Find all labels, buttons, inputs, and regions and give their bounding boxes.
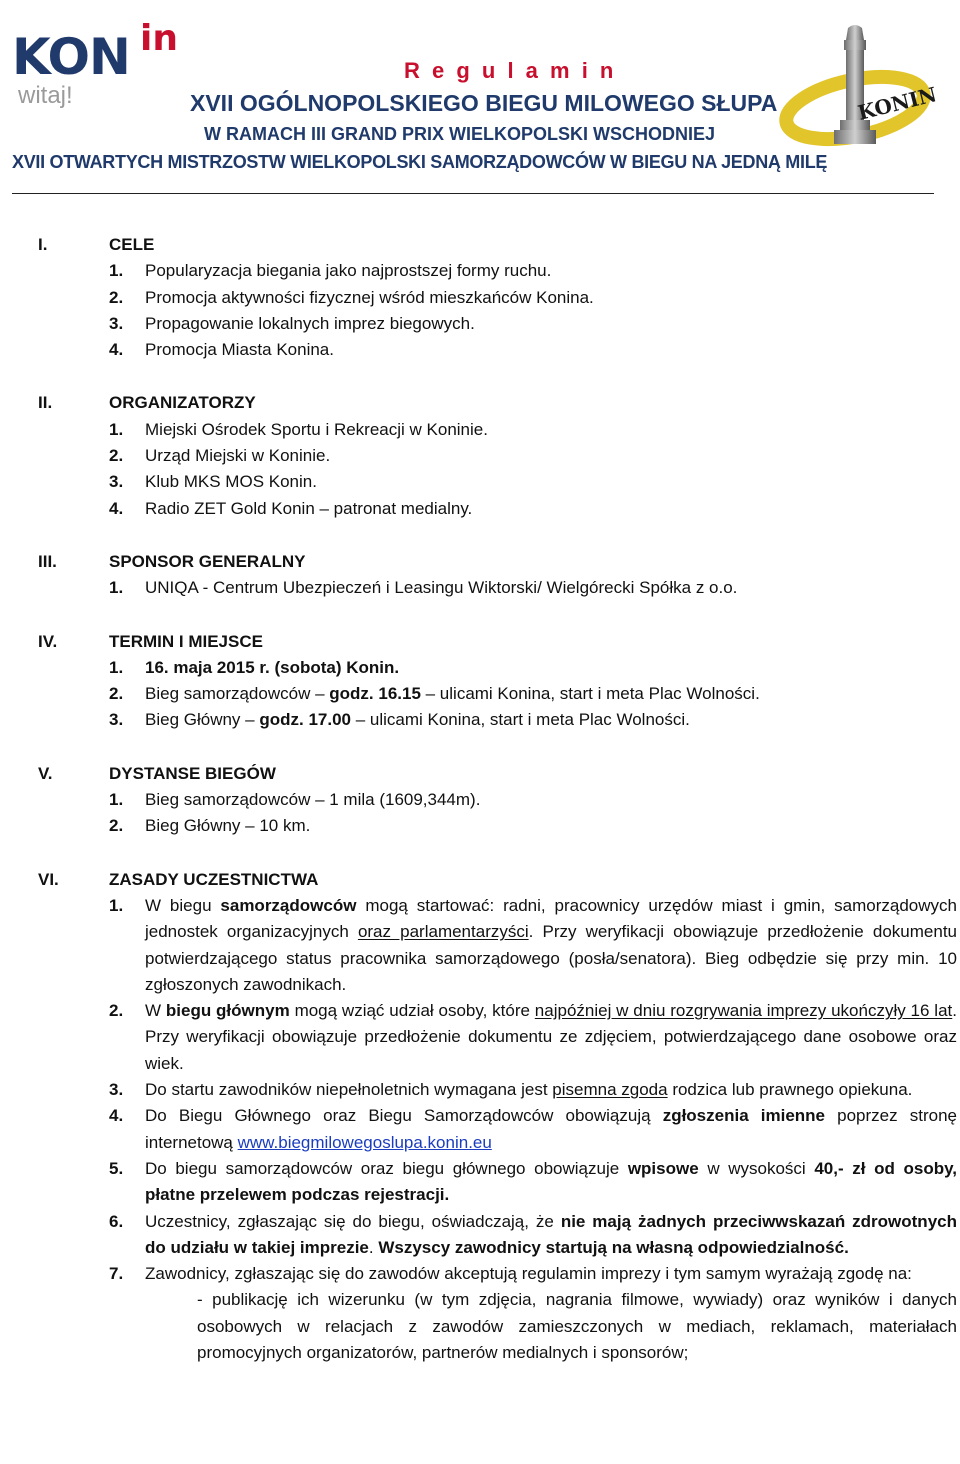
section-number: III. <box>38 551 57 571</box>
list-item: 5. Do biegu samorządowców oraz biegu głównego obowiązuje wpisowe w wysokości 40,- zł od osoby, płatne przelewem podczas rejestracji. <box>109 1158 957 1205</box>
section-heading: SPONSOR GENERALNY <box>109 551 306 571</box>
list-item: 3. Klub MKS MOS Konin. <box>109 472 317 492</box>
list-item: 2. W biegu głównym mogą wziąć udział osoby, które najpóźniej w dniu rozgrywania imprezy ukończyły 16 lat. Przy weryfikacji obowiązuje przedłożenie dokumentu ze zdjęciem, potwierdzającego dane osobowe oraz wiek. <box>109 1001 957 1073</box>
list-item: 1. W biegu samorządowców mogą startować: radni, pracownicy urzędów miast i gmin, samorządowych jednostek organizacyjnych oraz parlamentarzyści. Przy weryfikacji obowiązuje przedłożenie dokumentu potwierdzającego status pracownika samorządowego (posła/senatora). Bieg odbędzie się przy min. 10 zgłoszonych zawodnikach. <box>109 895 957 994</box>
section-goals <box>0 232 960 363</box>
logo-tagline: witaj! <box>18 82 73 109</box>
list-item: 2. Bieg samorządowców – godz. 16.15 – ulicami Konina, start i meta Plac Wolności. <box>109 684 760 704</box>
list-item: 4. Promocja Miasta Konina. <box>109 340 334 360</box>
event-name: XVII OGÓLNOPOLSKIEGO BIEGU MILOWEGO SŁUPA <box>190 90 778 116</box>
section-distances <box>0 761 960 840</box>
championship-name: XVII OTWARTYCH MISTRZOSTW WIELKOPOLSKI SAMORZĄDOWCÓW W BIEGU NA JEDNĄ MILĘ <box>12 152 828 172</box>
konin-city-logo <box>12 18 192 108</box>
section-heading: DYSTANSE BIEGÓW <box>109 763 276 783</box>
section-heading: TERMIN I MIEJSCE <box>109 631 263 651</box>
consent-subitem: - publikację ich wizerunku (w tym zdjęcia, nagrania filmowe, wywiady) oraz wyników i danych osobowych w relacjach z zawodów zamieszczonych w mediach, reklamach, materiałach promocyjnych organizatorów, partnerów medialnych i sponsorów; <box>197 1290 957 1362</box>
list-item: 4. Radio ZET Gold Konin – patronat medialny. <box>109 498 473 518</box>
list-item: 1. Bieg samorządowców – 1 mila (1609,344m). <box>109 790 481 810</box>
list-item: 7. Zawodnicy, zgłaszając się do zawodów akceptują regulamin imprezy i tym samym wyrażają zgodę na: <box>109 1264 912 1284</box>
event-series: W RAMACH III GRAND PRIX WIELKOPOLSKI WSCHODNIEJ <box>204 124 716 144</box>
section-date-place <box>0 629 960 734</box>
section-participation-rules <box>0 867 960 1367</box>
list-item: 6. Uczestnicy, zgłaszając się do biegu, oświadczają, że nie mają żadnych przeciwwskazań zdrowotnych do udziału w takiej imprezie. Wszyscy zawodnicy startują na własną odpowiedzialność. <box>109 1211 957 1257</box>
logo-accent-text: in <box>140 18 178 59</box>
list-item: 3. Propagowanie lokalnych imprez biegowych. <box>109 313 475 333</box>
section-organizers <box>0 390 960 521</box>
header-divider <box>12 193 934 194</box>
section-sponsor <box>0 549 960 602</box>
registration-website-link[interactable]: www.biegmilowegoslupa.konin.eu <box>237 1132 492 1152</box>
list-item: 3. Do startu zawodników niepełnoletnich wymagana jest pisemna zgoda rodzica lub prawnego opiekuna. <box>109 1080 913 1100</box>
list-item: 4. Do Biegu Głównego oraz Biegu Samorządowców obowiązują zgłoszenia imienne poprzez stronę internetową www.biegmilowegoslupa.konin.eu <box>109 1106 957 1152</box>
section-heading: ORGANIZATORZY <box>109 393 256 413</box>
logo-main-text: KON <box>12 28 130 86</box>
section-number: I. <box>38 235 48 254</box>
section-number: IV. <box>38 631 58 651</box>
logo-ring-text: KONIN <box>855 82 940 125</box>
list-item: 2. Promocja aktywności fizycznej wśród mieszkańców Konina. <box>109 287 594 307</box>
list-item: 1. UNIQA - Centrum Ubezpieczeń i Leasingu Wiktorski/ Wielgórecki Spółka z o.o. <box>109 578 738 598</box>
section-number: VI. <box>38 869 59 889</box>
list-item: 3. Bieg Główny – godz. 17.00 – ulicami Konina, start i meta Plac Wolności. <box>109 710 690 730</box>
document-title: R e g u l a m i n <box>404 58 617 83</box>
section-number: V. <box>38 763 53 783</box>
regulations-body <box>0 232 960 1366</box>
list-item: 2. Urząd Miejski w Koninie. <box>109 446 331 466</box>
section-number: II. <box>38 393 53 413</box>
list-item: 2. Bieg Główny – 10 km. <box>109 816 311 836</box>
list-item: 1. Miejski Ośrodek Sportu i Rekreacji w Koninie. <box>109 419 488 439</box>
section-heading: CELE <box>109 235 155 254</box>
list-item: 1. Popularyzacja biegania jako najprostszej formy ruchu. <box>109 261 552 281</box>
milestone-pillar-logo <box>780 20 940 160</box>
section-heading: ZASADY UCZESTNICTWA <box>109 869 319 889</box>
pillar-emblem-icon <box>780 20 940 160</box>
list-item: 1. 16. maja 2015 r. (sobota) Konin. <box>109 657 400 677</box>
